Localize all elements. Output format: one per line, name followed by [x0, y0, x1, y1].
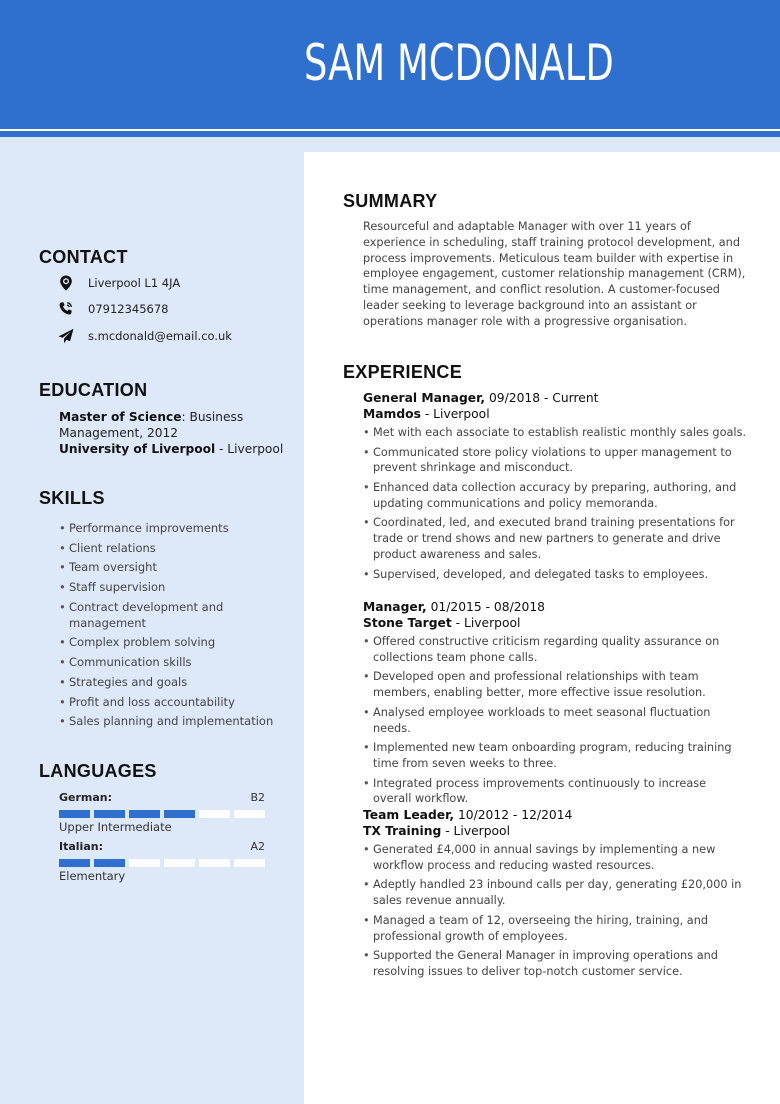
level-segment-filled: [94, 810, 125, 818]
skill-item: • Complex problem solving: [59, 634, 294, 650]
job-bullet: • Supervised, developed, and delegated tasks to employees.: [363, 567, 748, 583]
job-entry: [363, 390, 748, 586]
job-bullet: • Coordinated, led, and executed brand training presentations for trade or trend shows and new partners to generate and drive product awareness and sales.: [363, 515, 748, 562]
job-role: Team Leader,: [363, 808, 455, 822]
send-icon: [58, 328, 74, 344]
level-segment-filled: [59, 810, 90, 818]
job-bullet: • Communicated store policy violations to upper management to prevent shrinkage and misconduct.: [363, 445, 748, 477]
job-role: Manager,: [363, 600, 427, 614]
summary-text: Resourceful and adaptable Manager with over 11 years of experience in scheduling, staff training protocol development, and process improvements. Meticulous team builder with expertise in employee engagement, customer relationship management (CRM), time management, and conflict resolution. A customer-focused leader seeking to leverage background into an assistant or operations manager role with a progressive organisation.: [363, 220, 746, 328]
language-name: German:: [59, 791, 113, 804]
language-level-bar: [59, 859, 265, 867]
skills-list: [59, 520, 294, 733]
job-bullet: • Enhanced data collection accuracy by preparing, authoring, and updating communications and policy memoranda.: [363, 480, 748, 512]
skills-heading: SKILLS: [39, 488, 105, 508]
job-bullet: • Analysed employee workloads to meet seasonal fluctuation needs.: [363, 705, 748, 737]
level-segment-empty: [164, 859, 195, 867]
skill-item: • Staff supervision: [59, 579, 294, 595]
job-bullet: • Implemented new team onboarding program, reducing training time from seven weeks to three.: [363, 740, 748, 772]
language-code: B2: [250, 791, 265, 804]
education-location: - Liverpool: [215, 442, 284, 456]
job-company: Stone Target: [363, 616, 452, 630]
job-bullet: • Integrated process improvements continuously to increase overall workflow.: [363, 776, 748, 808]
language-german: [59, 790, 265, 834]
summary-heading: SUMMARY: [343, 191, 438, 211]
job-dates: 10/2012 - 12/2014: [454, 808, 573, 822]
contact-phone-text: 07912345678: [88, 302, 169, 316]
level-segment-filled: [94, 859, 125, 867]
level-segment-filled: [59, 859, 90, 867]
contact-address: [58, 273, 180, 293]
job-location: - Liverpool: [420, 407, 490, 421]
job-location: - Liverpool: [451, 616, 521, 630]
level-segment-empty: [234, 810, 265, 818]
language-name: Italian:: [59, 840, 103, 853]
job-bullet: • Developed open and professional relationships with team members, enabling better, more effective issue resolution.: [363, 669, 748, 701]
skill-item: • Contract development and management: [59, 599, 294, 631]
contact-address-text: Liverpool L1 4JA: [88, 276, 181, 290]
level-segment-empty: [234, 859, 265, 867]
level-segment-empty: [199, 859, 230, 867]
candidate-name: SAM MCDONALD: [304, 34, 614, 92]
language-italian: [59, 839, 265, 883]
skill-item: • Communication skills: [59, 654, 294, 670]
job-entry: [363, 807, 748, 984]
level-segment-empty: [129, 859, 160, 867]
header-banner: [0, 0, 780, 129]
language-code: A2: [250, 840, 265, 853]
job-entry: [363, 599, 748, 811]
phone-icon: [58, 301, 74, 317]
job-company: Mamdos: [363, 407, 421, 421]
skill-item: • Client relations: [59, 540, 294, 556]
job-company: TX Training: [363, 824, 442, 838]
education-field: : Business Management, 2012: [59, 410, 244, 440]
contact-email: [58, 326, 232, 346]
location-pin-icon: [58, 275, 74, 291]
job-role: General Manager,: [363, 391, 486, 405]
contact-phone: [58, 299, 168, 319]
job-bullets: [363, 425, 748, 582]
education-heading: EDUCATION: [39, 380, 148, 400]
level-segment-filled: [164, 810, 195, 818]
skill-item: • Performance improvements: [59, 520, 294, 536]
level-segment-filled: [129, 810, 160, 818]
level-segment-empty: [199, 810, 230, 818]
job-dates: 09/2018 - Current: [485, 391, 599, 405]
education-degree: Master of Science: [59, 410, 182, 424]
job-bullet: • Generated £4,000 in annual savings by implementing a new workflow process and reducing wasted resources.: [363, 842, 748, 874]
job-bullets: [363, 842, 748, 980]
job-bullet: • Adeptly handled 23 inbound calls per day, generating £20,000 in sales revenue annually.: [363, 877, 748, 909]
education-entry: [59, 409, 294, 457]
skill-item: • Team oversight: [59, 559, 294, 575]
experience-heading: EXPERIENCE: [343, 362, 463, 382]
job-bullet: • Supported the General Manager in improving operations and resolving issues to deliver top-notch customer service.: [363, 948, 748, 980]
skill-item: • Sales planning and implementation: [59, 713, 294, 729]
job-bullet: • Managed a team of 12, overseeing the hiring, training, and professional growth of employees.: [363, 913, 748, 945]
language-level: Elementary: [59, 869, 126, 883]
skill-item: • Strategies and goals: [59, 674, 294, 690]
job-bullets: [363, 634, 748, 807]
job-bullet: • Met with each associate to establish realistic monthly sales goals.: [363, 425, 748, 441]
education-school: University of Liverpool: [59, 442, 216, 456]
job-location: - Liverpool: [441, 824, 510, 838]
languages-heading: LANGUAGES: [39, 761, 157, 781]
contact-email-text: s.mcdonald@email.co.uk: [88, 329, 232, 343]
job-dates: 01/2015 - 08/2018: [426, 600, 546, 614]
skill-item: • Profit and loss accountability: [59, 694, 294, 710]
contact-heading: CONTACT: [39, 247, 128, 267]
job-bullet: • Offered constructive criticism regarding quality assurance on collections team phone calls.: [363, 634, 748, 666]
language-level-bar: [59, 810, 265, 818]
language-level: Upper Intermediate: [59, 820, 172, 834]
